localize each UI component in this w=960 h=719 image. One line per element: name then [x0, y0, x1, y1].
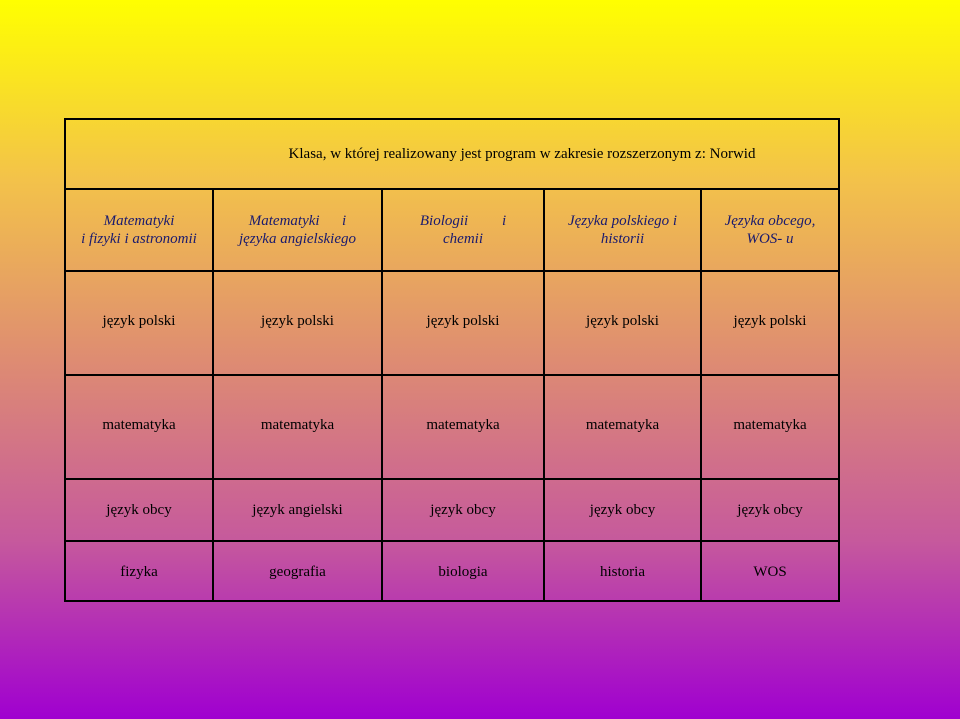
header-line: języka angielskiego — [238, 231, 357, 247]
table-cell: matematyka — [66, 376, 214, 478]
table-cell: matematyka — [214, 376, 383, 478]
table-cell: matematyka — [733, 416, 807, 433]
header-line: i fizyki i astronomii — [81, 231, 197, 247]
table-row — [66, 376, 838, 480]
table-cell: język obcy — [383, 480, 545, 540]
header-cell — [545, 190, 702, 270]
header-line: Języka polskiego i — [567, 213, 678, 229]
header-cell — [383, 190, 545, 270]
header-line: WOS- u — [746, 231, 794, 247]
header-cell — [702, 190, 838, 270]
header-line: Biologii i — [419, 213, 507, 229]
table-cell: język polski — [733, 312, 807, 329]
table-cell: fizyka — [66, 542, 214, 602]
table-cell: matematyka — [383, 376, 545, 478]
table-header-row — [66, 190, 838, 272]
header-line: historii — [600, 231, 645, 247]
table-cell: historia — [545, 542, 702, 602]
table-cell: język polski — [214, 272, 383, 374]
table-cell: biologia — [383, 542, 545, 602]
header-cell — [66, 190, 214, 270]
table-row — [66, 480, 838, 542]
header-line: Języka obcego, — [724, 213, 816, 229]
header-line: chemii — [443, 231, 483, 247]
table-cell: geografia — [214, 542, 383, 602]
table-title-row — [66, 120, 838, 190]
table-cell: język obcy — [737, 501, 803, 518]
header-line: Matematyki i — [248, 213, 347, 229]
table-cell: język polski — [66, 272, 214, 374]
table-cell: WOS — [753, 563, 787, 580]
header-line: Matematyki — [103, 213, 175, 229]
table-title: Klasa, w której realizowany jest program w zakresie rozszerzonym z: Norwid — [288, 145, 756, 162]
header-cell — [214, 190, 383, 270]
table-cell: język angielski — [214, 480, 383, 540]
table-cell: język polski — [383, 272, 545, 374]
table-row — [66, 272, 838, 376]
table-cell: matematyka — [545, 376, 702, 478]
table-cell: język polski — [545, 272, 702, 374]
table-row — [66, 542, 838, 602]
table-cell: język obcy — [545, 480, 702, 540]
table-cell: język obcy — [66, 480, 214, 540]
subject-table — [64, 118, 840, 602]
